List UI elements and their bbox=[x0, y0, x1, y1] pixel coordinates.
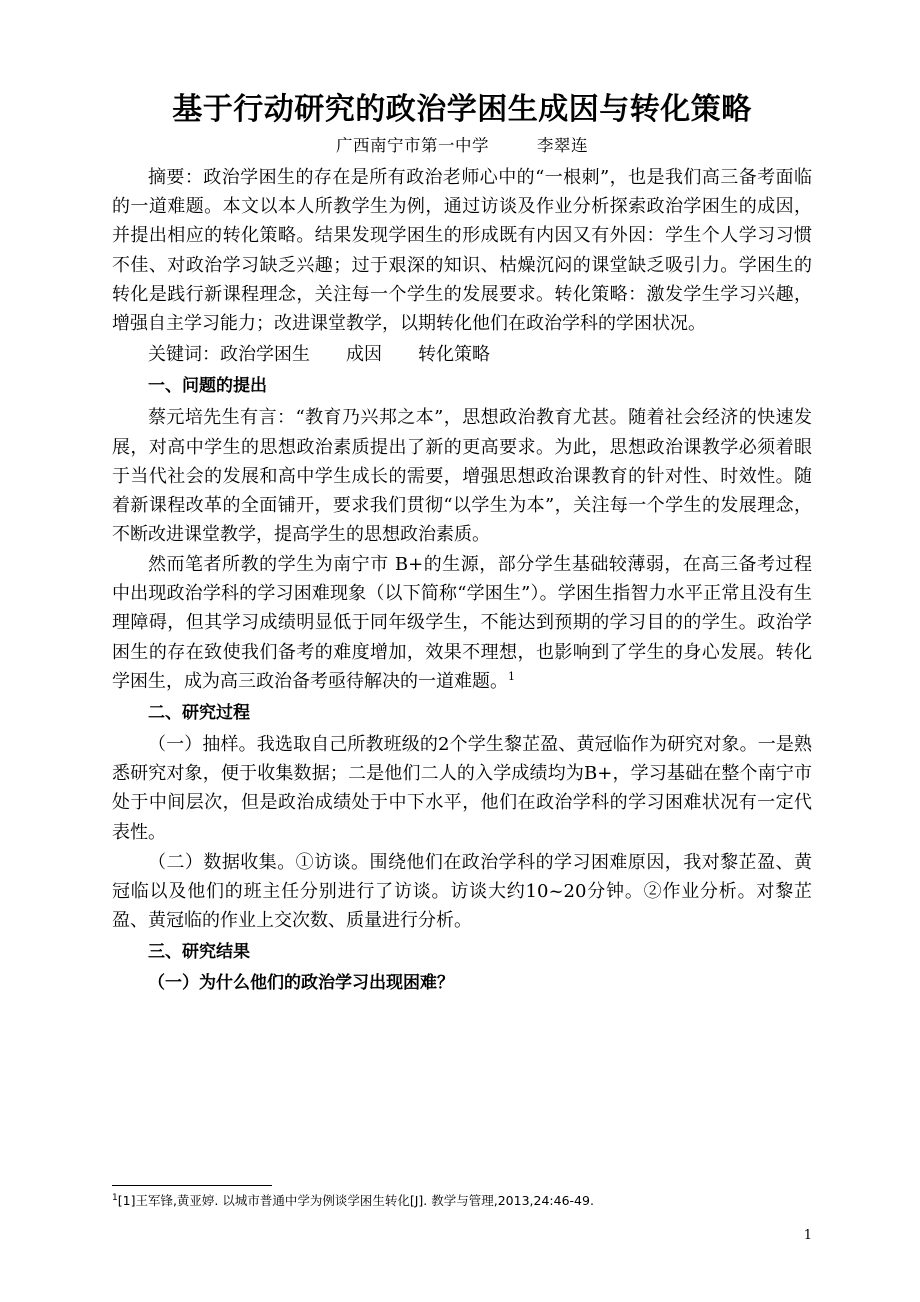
affiliation: 广西南宁市第一中学 bbox=[336, 136, 489, 155]
section-heading-3: 三、研究结果 bbox=[148, 942, 250, 963]
abstract-paragraph: 摘要：政治学困生的存在是所有政治老师心中的“一根刺”，也是我们高三备考面临的一道难题。本文以本人所教学生为例，通过访谈及作业分析探索政治学困生的成因，并提出相应的转化策略。结果发现学困生的形成既有内因又有外因：学生个人学习习惯不佳、对政治学习缺乏兴趣；过于艰深的知识、枯燥沉闷的课堂缺乏吸引力。学困生的转化是践行新课程理念，关注每一个学生的发展要求。转化策略：激发学生学习兴趣，增强自主学习能力；改进课堂教学，以期转化他们在政治学科的学困状况。 bbox=[112, 167, 812, 334]
footnote-entry bbox=[112, 1192, 812, 1210]
keywords-value: 政治学困生 成因 转化策略 bbox=[220, 344, 490, 366]
section-2-paragraph-2: （二）数据收集。①访谈。围绕他们在政治学科的学习困难原因，我对黎芷盈、黄冠临以及他们的班主任分别进行了访谈。访谈大约10~20分钟。②作业分析。对黎芷盈、黄冠临的作业上交次数、质量进行分析。 bbox=[112, 851, 812, 932]
footnote-divider bbox=[112, 1185, 272, 1186]
keywords-label: 关键词： bbox=[148, 344, 220, 366]
byline bbox=[112, 134, 812, 157]
section-1-paragraph-2 bbox=[112, 550, 812, 696]
section-2-paragraph-1: （一）抽样。我选取自己所教班级的2个学生黎芷盈、黄冠临作为研究对象。一是熟悉研究对象，便于收集数据；二是他们二人的入学成绩均为B+，学习基础在整个南宁市处于中间层次，但是政治成绩处于中下水平，他们在政治学科的学习困难状况有一定代表性。 bbox=[112, 734, 812, 843]
footnote-reference: 1 bbox=[508, 669, 515, 683]
section-1-paragraph-1: 蔡元培先生有言：“教育乃兴邦之本”，思想政治教育尤甚。随着社会经济的快速发展，对高中学生的思想政治素质提出了新的更高要求。为此，思想政治课教学必须着眼于当代社会的发展和高中学生成长的需要，增强思想政治课教育的针对性、时效性。随着新课程改革的全面铺开，要求我们贯彻“以学生为本”，关注每一个学生的发展理念，不断改进课堂教学，提高学生的思想政治素质。 bbox=[112, 407, 812, 545]
footnote-area bbox=[112, 1185, 812, 1210]
footnote-number: 1 bbox=[112, 1193, 118, 1203]
author-name: 李翠连 bbox=[537, 136, 588, 155]
section-1-paragraph-2-text: 然而笔者所教的学生为南宁市 B+的生源，部分学生基础较薄弱，在高三备考过程中出现政治学科的学习困难现象（以下简称“学困生”）。学困生指智力水平正常且没有生理障碍，但其学习成绩明显低于同年级学生，不能达到预期的学习目的的学生。政治学困生的存在致使我们备考的难度增加，效果不理想，也影响到了学生的身心发展。转化学困生，成为高三政治备考亟待解决的一道难题。 bbox=[112, 554, 812, 692]
document-content bbox=[112, 92, 812, 1001]
section-heading-1: 一、问题的提出 bbox=[148, 376, 267, 397]
footnote-citation: [1]王军锋,黄亚婷. 以城市普通中学为例谈学困生转化[J]. 教学与管理,2013,24:46-49. bbox=[117, 1193, 594, 1209]
subsection-heading-3-1: （一）为什么他们的政治学习出现困难？ bbox=[148, 973, 454, 994]
keywords-line bbox=[112, 340, 812, 369]
page-number: 1 bbox=[803, 1228, 812, 1243]
page-title: 基于行动研究的政治学困生成因与转化策略 bbox=[172, 92, 752, 127]
section-heading-2: 二、研究过程 bbox=[148, 702, 250, 723]
